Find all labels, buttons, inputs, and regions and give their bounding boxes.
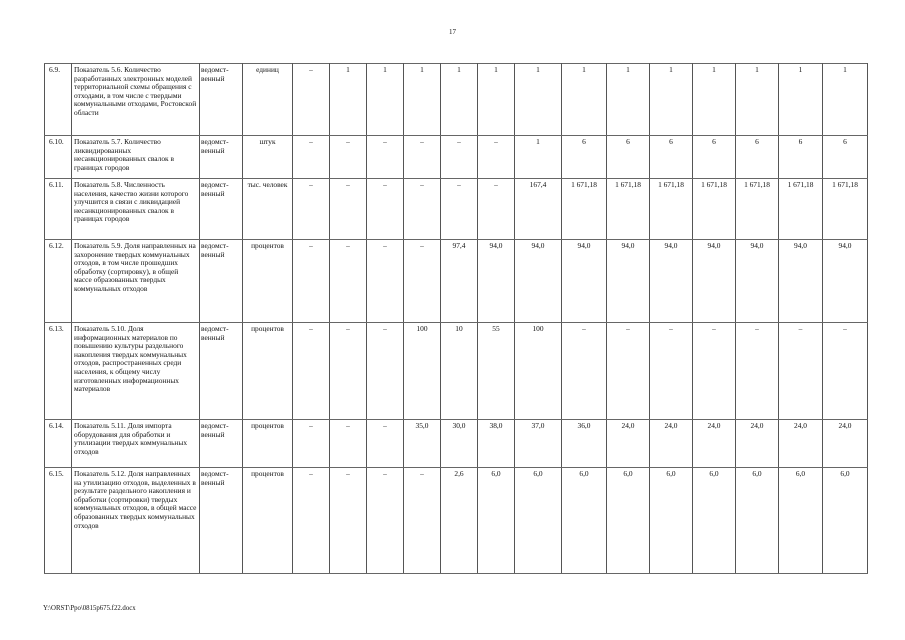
value-cell: – — [367, 179, 404, 240]
indicator-name: Показатель 5.10. Доля информационных материалов по повышению культуры раздельного накопления твердых коммунальных отходов, распространенных среди населения, к общему числу изготовленных информационных материалов — [72, 323, 200, 420]
value-cell: 30,0 — [441, 420, 478, 468]
table-row — [45, 468, 868, 574]
value-cell: 94,0 — [693, 240, 736, 323]
indicator-name: Показатель 5.12. Доля направленных на утилизацию отходов, выделенных в результате раздельного накопления и обработки (сортировки) твердых коммунальных отходов, в общей массе образованных твердых коммунальных отходов — [72, 468, 200, 574]
value-cell: – — [293, 179, 330, 240]
value-cell: 6,0 — [736, 468, 779, 574]
value-cell: 94,0 — [779, 240, 823, 323]
value-cell: 6,0 — [562, 468, 607, 574]
value-cell: 6,0 — [779, 468, 823, 574]
value-cell: 36,0 — [562, 420, 607, 468]
value-cell: 100 — [404, 323, 441, 420]
value-cell: 1 — [478, 64, 515, 136]
value-cell: 24,0 — [650, 420, 693, 468]
value-cell: – — [330, 136, 367, 179]
indicators-table — [44, 63, 868, 574]
value-cell: 24,0 — [693, 420, 736, 468]
value-cell: 6 — [823, 136, 868, 179]
value-cell: 1 — [330, 64, 367, 136]
indicator-type: ведомст-венный — [200, 468, 243, 574]
page-number: 17 — [449, 28, 456, 36]
value-cell: 6 — [562, 136, 607, 179]
value-cell: – — [404, 468, 441, 574]
value-cell: – — [478, 136, 515, 179]
value-cell: 1 671,18 — [736, 179, 779, 240]
value-cell: 1 — [515, 64, 562, 136]
value-cell: – — [293, 136, 330, 179]
row-number: 6.11. — [45, 179, 72, 240]
row-number: 6.13. — [45, 323, 72, 420]
value-cell: 38,0 — [478, 420, 515, 468]
table-row — [45, 179, 868, 240]
value-cell: 35,0 — [404, 420, 441, 468]
value-cell: 94,0 — [478, 240, 515, 323]
value-cell: – — [404, 136, 441, 179]
value-cell: – — [367, 468, 404, 574]
value-cell: 94,0 — [823, 240, 868, 323]
row-number: 6.15. — [45, 468, 72, 574]
value-cell: 1 671,18 — [650, 179, 693, 240]
value-cell: – — [562, 323, 607, 420]
value-cell: 1 — [515, 136, 562, 179]
value-cell: – — [367, 323, 404, 420]
value-cell: 24,0 — [779, 420, 823, 468]
row-number: 6.14. — [45, 420, 72, 468]
value-cell: 6,0 — [478, 468, 515, 574]
value-cell: – — [607, 323, 650, 420]
indicator-type: ведомст-венный — [200, 323, 243, 420]
unit-of-measure: тыс. человек — [243, 179, 293, 240]
table-row — [45, 420, 868, 468]
value-cell: 6,0 — [693, 468, 736, 574]
value-cell: – — [779, 323, 823, 420]
value-cell: 55 — [478, 323, 515, 420]
value-cell: 94,0 — [607, 240, 650, 323]
value-cell: 1 671,18 — [562, 179, 607, 240]
value-cell: 37,0 — [515, 420, 562, 468]
value-cell: – — [693, 323, 736, 420]
value-cell: 6 — [779, 136, 823, 179]
value-cell: – — [441, 136, 478, 179]
value-cell: 24,0 — [736, 420, 779, 468]
indicator-type: ведомст-венный — [200, 136, 243, 179]
value-cell: – — [441, 179, 478, 240]
value-cell: – — [293, 64, 330, 136]
value-cell: – — [823, 323, 868, 420]
row-number: 6.9. — [45, 64, 72, 136]
value-cell: 1 — [404, 64, 441, 136]
value-cell: 1 — [736, 64, 779, 136]
table-row — [45, 64, 868, 136]
value-cell: 1 — [779, 64, 823, 136]
indicator-type: ведомст-венный — [200, 179, 243, 240]
value-cell: 94,0 — [562, 240, 607, 323]
value-cell: – — [293, 468, 330, 574]
value-cell: 1 — [367, 64, 404, 136]
unit-of-measure: процентов — [243, 420, 293, 468]
value-cell: 1 671,18 — [693, 179, 736, 240]
table-row — [45, 323, 868, 420]
unit-of-measure: единиц — [243, 64, 293, 136]
value-cell: 6 — [736, 136, 779, 179]
file-path-footer: Y:\ORST\Ppo\0815p675.f22.docx — [43, 605, 136, 612]
value-cell: – — [367, 136, 404, 179]
value-cell: – — [330, 468, 367, 574]
value-cell: 100 — [515, 323, 562, 420]
value-cell: 6,0 — [650, 468, 693, 574]
value-cell: – — [367, 240, 404, 323]
table-row — [45, 136, 868, 179]
value-cell: 1 — [607, 64, 650, 136]
value-cell: – — [367, 420, 404, 468]
indicator-name: Показатель 5.9. Доля направленных на захоронение твердых коммунальных отходов, в том числе прошедших обработку (сортировку), в общей массе образованных твердых коммунальных отходов — [72, 240, 200, 323]
indicator-type: ведомст-венный — [200, 64, 243, 136]
value-cell: – — [404, 179, 441, 240]
value-cell: – — [330, 179, 367, 240]
value-cell: 6 — [607, 136, 650, 179]
value-cell: 1 671,18 — [823, 179, 868, 240]
indicator-name: Показатель 5.6. Количество разработанных электронных моделей территориальной схемы обращения с отходами, в том числе с твердыми коммунальными отходами, Ростовской области — [72, 64, 200, 136]
value-cell: – — [404, 240, 441, 323]
value-cell: 6 — [693, 136, 736, 179]
value-cell: 6,0 — [607, 468, 650, 574]
value-cell: 167,4 — [515, 179, 562, 240]
value-cell: 6 — [650, 136, 693, 179]
value-cell: 94,0 — [650, 240, 693, 323]
value-cell: 1 — [823, 64, 868, 136]
value-cell: – — [330, 240, 367, 323]
value-cell: 1 — [693, 64, 736, 136]
value-cell: 94,0 — [736, 240, 779, 323]
indicator-name: Показатель 5.7. Количество ликвидированных несанкционированных свалок в границах городов — [72, 136, 200, 179]
value-cell: 6,0 — [823, 468, 868, 574]
indicator-type: ведомст-венный — [200, 420, 243, 468]
value-cell: 1 671,18 — [607, 179, 650, 240]
value-cell: 2,6 — [441, 468, 478, 574]
value-cell: – — [293, 240, 330, 323]
value-cell: – — [293, 420, 330, 468]
indicator-name: Показатель 5.8. Численность населения, качество жизни которого улучшится в связи с ликвидацией несанкционированных свалок в границах городов — [72, 179, 200, 240]
value-cell: 97,4 — [441, 240, 478, 323]
value-cell: – — [650, 323, 693, 420]
value-cell: 1 — [650, 64, 693, 136]
value-cell: 1 671,18 — [779, 179, 823, 240]
value-cell: 10 — [441, 323, 478, 420]
value-cell: – — [330, 420, 367, 468]
unit-of-measure: процентов — [243, 323, 293, 420]
value-cell: 94,0 — [515, 240, 562, 323]
value-cell: 6,0 — [515, 468, 562, 574]
table-row — [45, 240, 868, 323]
unit-of-measure: процентов — [243, 468, 293, 574]
unit-of-measure: процентов — [243, 240, 293, 323]
value-cell: 24,0 — [823, 420, 868, 468]
indicator-type: ведомст-венный — [200, 240, 243, 323]
value-cell: – — [330, 323, 367, 420]
value-cell: – — [478, 179, 515, 240]
indicator-name: Показатель 5.11. Доля импорта оборудования для обработки и утилизации твердых коммунальных отходов — [72, 420, 200, 468]
value-cell: 1 — [562, 64, 607, 136]
row-number: 6.12. — [45, 240, 72, 323]
unit-of-measure: штук — [243, 136, 293, 179]
table-body — [45, 64, 868, 574]
value-cell: – — [293, 323, 330, 420]
value-cell: 1 — [441, 64, 478, 136]
value-cell: 24,0 — [607, 420, 650, 468]
row-number: 6.10. — [45, 136, 72, 179]
value-cell: – — [736, 323, 779, 420]
